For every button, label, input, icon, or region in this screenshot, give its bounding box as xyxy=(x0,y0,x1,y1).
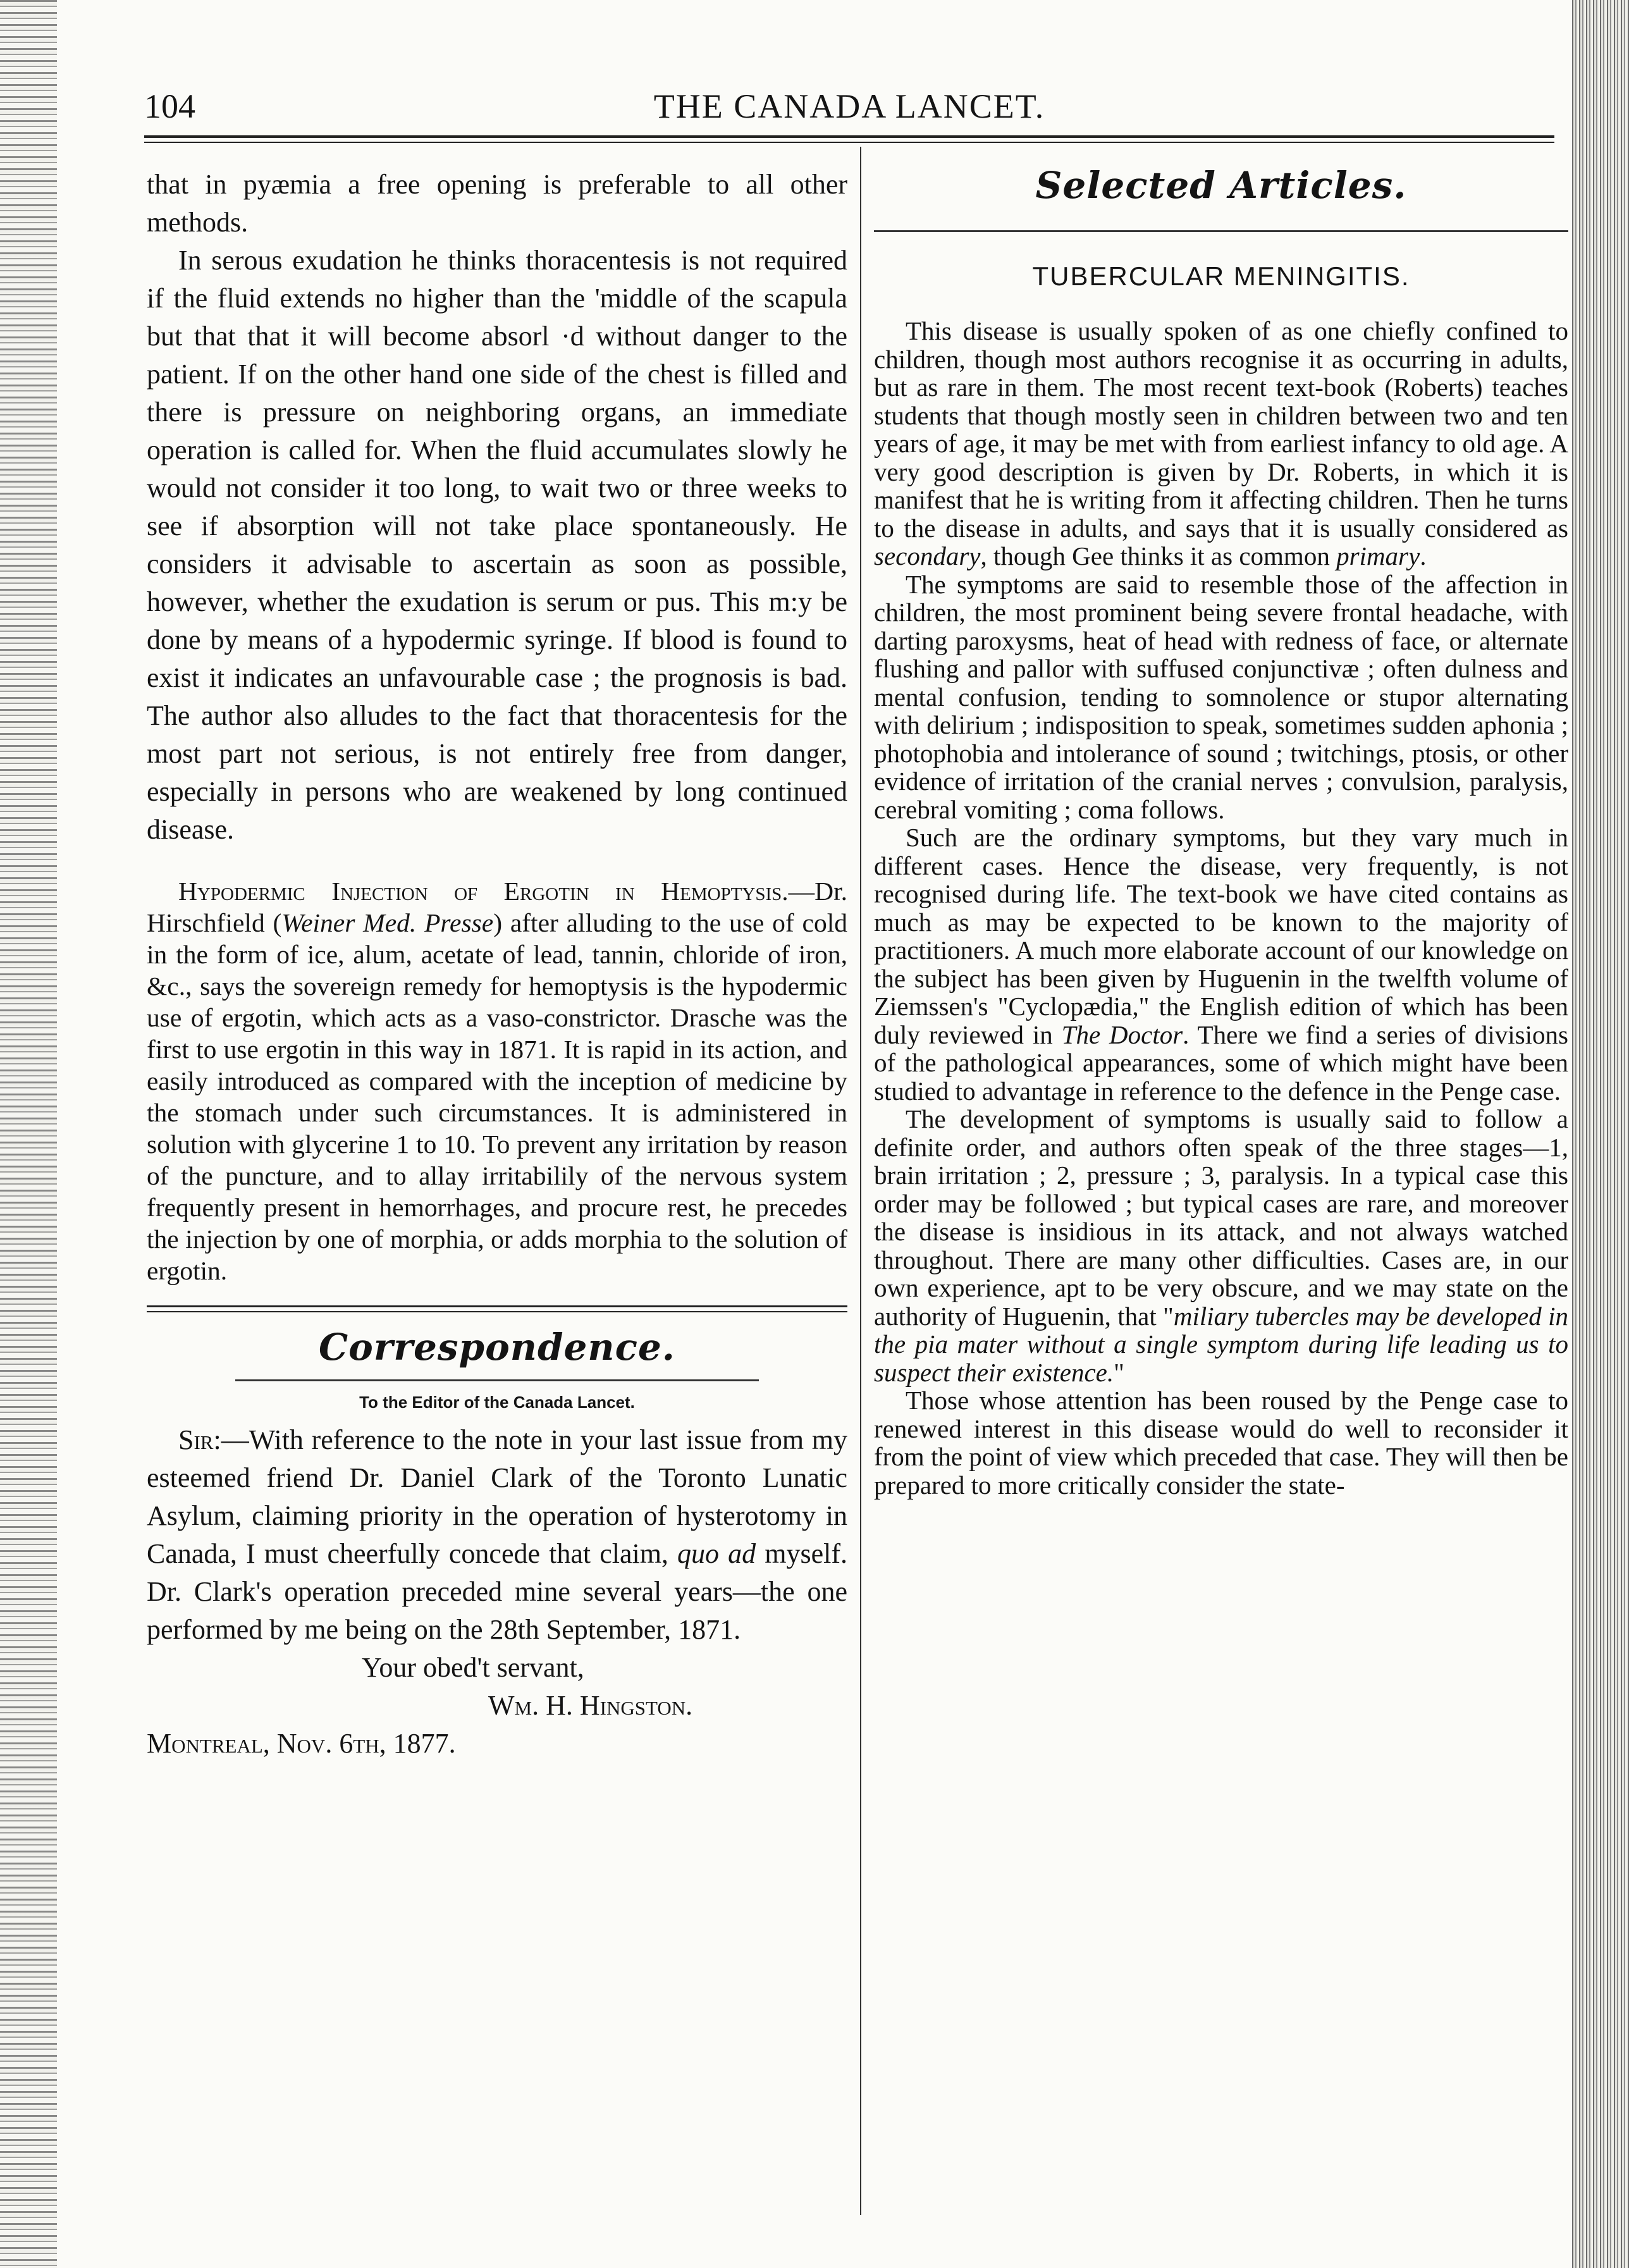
header-rule xyxy=(144,135,1554,138)
p1-italic-secondary: secondary xyxy=(874,541,981,570)
p4-italic-quote: miliary tubercles may be developed in the pia mater without a single symptom during life leading us to suspect their existence. xyxy=(874,1301,1568,1387)
p3-text-end: . There we find a series of divisions of the pathological appearances, some of which might have been studied to advantage in reference to the defence in the Penge case. xyxy=(874,1020,1568,1106)
p1-text-end: . xyxy=(1420,541,1427,570)
paragraph-penge-case: Those whose attention has been roused by the Penge case to renewed interest in this disease would do well to reconsider it from the point of view which preceded that case. They will then be prepared to more critically consider the state- xyxy=(874,1386,1568,1500)
right-column xyxy=(874,166,1568,1499)
selected-articles-title: Selected Articles. xyxy=(1035,164,1407,207)
paragraph-ordinary-symptoms xyxy=(874,823,1568,1105)
letter-italic: quo ad xyxy=(677,1538,756,1569)
paragraph-symptoms: The symptoms are said to resemble those of the affection in children, the most prominent being severe frontal headache, with darting paroxysms, heat of head with redness of face, or alternate flushing and pallor with suffused conjunctivæ ; often dulness and mental confusion, tending to somnolence or stupor alternating with delirium ; indisposition to speak, sometimes sudden aphonia ; photophobia and intolerance of sound ; twitchings, ptosis, or other evidence of irritation of the cranial nerves ; convulsion, paralysis, cerebral vomiting ; coma follows. xyxy=(874,569,1568,824)
scanned-page-edge-left xyxy=(0,0,57,2268)
column-divider xyxy=(860,147,861,2215)
paragraph-development xyxy=(874,1105,1568,1386)
correspondence-letter xyxy=(147,1421,847,1649)
p3-text: Such are the ordinary symptoms, but they vary much in different cases. Hence the disease, very frequently, is not recognised during life. The text-book we have cited contains as much as may be expected to be known to the majority of practitioners. A much more elaborate account of our knowledge on the subject has been given by Huguenin in the twelfth volume of Ziemssen's "Cyclopædia," the English edition of which has been duly reviewed in xyxy=(874,823,1568,1049)
salutation: Sir xyxy=(178,1424,214,1455)
letter-text-2: myself. Dr. Clark's operation preceded mine several years—the one performed by me being on the 28th September, 1871. xyxy=(147,1538,847,1645)
p4-text-end: " xyxy=(1114,1357,1124,1387)
dateline: Montreal, Nov. 6th, 1877. xyxy=(147,1728,456,1759)
paragraph-disease-intro xyxy=(874,317,1568,570)
letter-text-1: :—With reference to the note in your last issue from my esteemed friend Dr. Daniel Clark of the Toronto Lunatic Asylum, claiming priority in the operation of hysterotomy in Canada, I must cheerfully concede that claim, xyxy=(147,1424,847,1569)
ergotin-journal: Weiner Med. Presse xyxy=(281,908,494,937)
header-rule-thin xyxy=(144,142,1554,143)
to-the-editor: To the Editor of the Canada Lancet. xyxy=(359,1393,635,1412)
signature: Wm. H. Hingston. xyxy=(488,1690,693,1721)
p3-italic-the-doctor: The Doctor xyxy=(1061,1020,1183,1049)
correspondence-title-rule xyxy=(235,1379,759,1381)
ergotin-body: ) after alluding to the use of cold in the form of ice, alum, acetate of lead, tannin, chloride of iron, &c., says the sovereign remedy for hemoptysis is the hypodermic use of ergotin, which acts as a vaso-constrictor. Drasche was the first to use ergotin in this way in 1871. It is rapid in its action, and easily introduced as compared with the inception of medicine by the stomach under such circumstances. It is administered in solution with glycerine 1 to 10. To prevent any irritation by reason of the puncture, and to allay irritabilily of the nervous system frequently present in hemorrhages, and procure rest, he precedes the injection by one of morphia, or adds morphia to the solution of ergotin. xyxy=(147,908,847,1285)
scanned-page-edge-right xyxy=(1572,0,1629,2268)
ergotin-heading: Hypodermic Injection of Ergotin in Hemoptysis. xyxy=(178,877,789,906)
paragraph-pyaemia: that in pyæmia a free opening is preferable to all other methods. xyxy=(147,169,847,238)
page-header xyxy=(144,81,1554,132)
p1-italic-primary: primary xyxy=(1336,541,1420,570)
correspondence-title: Correspondence. xyxy=(319,1326,675,1369)
correspondence-rule xyxy=(147,1305,847,1312)
ergotin-intro: —Dr. Hirschfield ( xyxy=(147,877,847,937)
paragraph-ergotin xyxy=(147,875,847,1286)
running-head: THE CANADA LANCET. xyxy=(653,87,1045,125)
article-title: TUBERCULAR MENINGITIS. xyxy=(1032,261,1410,291)
p1-text: This disease is usually spoken of as one chiefly confined to children, though most authors recognise it as occurring in adults, but as rare in them. The most recent text-book (Roberts) teaches students that though mostly seen in children between two and ten years of age, it may be met with from earliest infancy to old age. A very good description is given by Dr. Roberts, in which it is manifest that he is writing from it affecting children. Then he turns to the disease in adults, and says that it is usually considered as xyxy=(874,316,1568,543)
signoff: Your obed't servant, xyxy=(362,1652,584,1683)
page-number: 104 xyxy=(144,87,195,125)
paragraph-serous-exudation: In serous exudation he thinks thoracentesis is not required if the fluid extends no higher than the 'middle of the scapula but that that it will become absorl ·d without danger to the patient. If on the other hand one side of the chest is filled and there is pressure on neighboring organs, an immediate operation is called for. When the fluid accumulates slowly he would not consider it too long, to wait two or three weeks to see if absorption will not take place spontaneously. He considers it advisable to ascertain as soon as possible, however, whether the exudation is serum or pus. This m:y be done by means of a hypodermic syringe. If blood is found to exist it indicates an unfavourable case ; the prognosis is bad. The author also alludes to the fact that thoracentesis for the most part not serious, is not entirely free from danger, especially in persons who are weakened by long continued disease. xyxy=(147,245,847,845)
p1-text-mid: , though Gee thinks it as common xyxy=(980,541,1337,570)
left-column xyxy=(147,166,847,1763)
selected-articles-rule xyxy=(874,230,1568,232)
p4-text: The development of symptoms is usually said to follow a definite order, and authors often speak of the three stages—1, brain irritation ; 2, pressure ; 3, paralysis. In a typical case this order may be followed ; but typical cases are rare, and moreover the disease is insidious in its attack, and not always watched throughout. There are many other difficulties. Cases are, in our own experience, apt to be very obscure, and we may state on the authority of Huguenin, that " xyxy=(874,1104,1568,1331)
